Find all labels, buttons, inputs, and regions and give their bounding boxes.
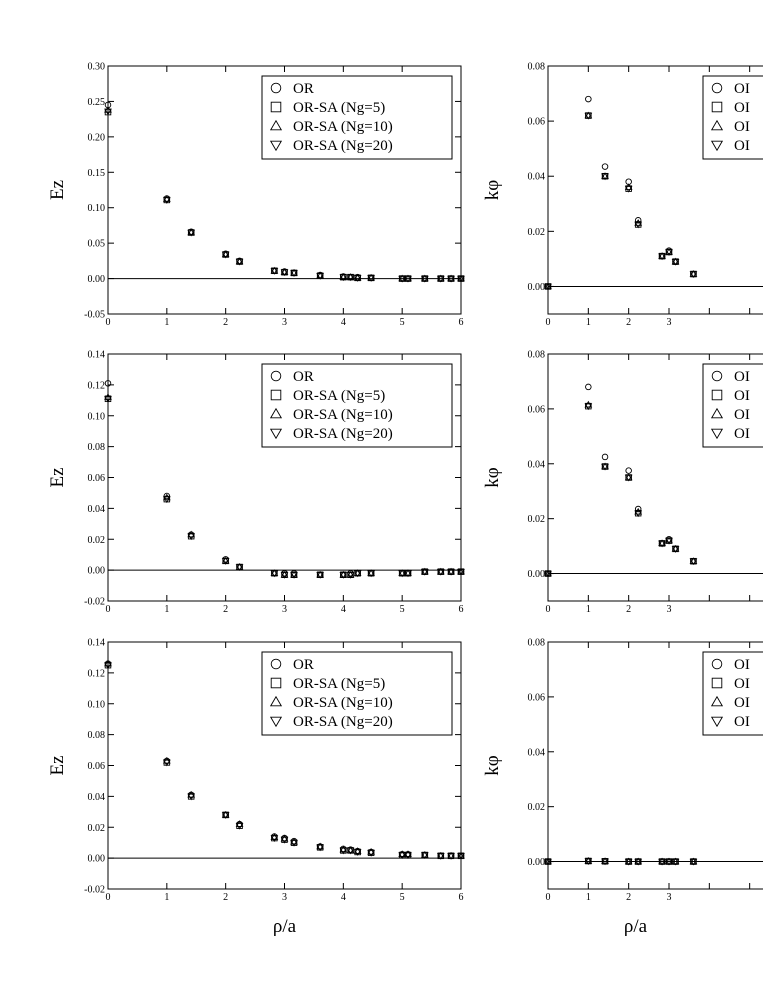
legend — [262, 364, 452, 447]
x-tick-label: 1 — [164, 892, 170, 903]
legend — [703, 76, 763, 159]
y-tick-label: 0.20 — [87, 132, 105, 144]
x-tick-label: 4 — [340, 604, 346, 615]
x-axis-title: ρ/a — [623, 916, 648, 937]
x-tick-label: 1 — [164, 317, 170, 328]
y-axis-title: Ez — [47, 755, 68, 776]
y-axis-title: Ez — [47, 467, 68, 488]
y-axis-title: kφ — [482, 467, 503, 488]
legend — [703, 364, 763, 447]
y-tick-label: 0.04 — [527, 171, 545, 183]
x-tick-label: 4 — [340, 892, 346, 903]
chart-panel-4 — [482, 350, 763, 616]
y-tick-label: 0.04 — [527, 747, 545, 759]
x-tick-label: 6 — [458, 892, 464, 903]
legend-label: OI — [734, 714, 750, 730]
legend — [703, 652, 763, 735]
y-tick-label: 0.02 — [527, 226, 545, 238]
x-tick-label: 5 — [399, 317, 405, 328]
y-tick-label: 0.08 — [87, 730, 105, 742]
legend-label: OR — [293, 81, 314, 97]
data-point — [586, 384, 592, 390]
legend-label: OR-SA (Ng=20) — [293, 714, 393, 730]
x-tick-label: 3 — [666, 892, 672, 903]
y-tick-label: 0.15 — [87, 167, 105, 179]
y-tick-label: 0.00 — [87, 274, 105, 286]
x-tick-label: 3 — [282, 317, 287, 328]
y-tick-label: 0.04 — [87, 503, 105, 515]
y-tick-label: 0.04 — [527, 459, 545, 471]
legend-label: OR-SA (Ng=10) — [293, 407, 393, 423]
legend-label: OI — [734, 657, 750, 673]
y-tick-label: 0.06 — [527, 116, 545, 128]
data-point — [602, 454, 608, 460]
x-axis-title: ρ/a — [272, 916, 297, 937]
y-axis-title: kφ — [482, 179, 503, 201]
y-tick-label: -0.05 — [84, 309, 105, 321]
data-point — [602, 164, 608, 170]
y-tick-label: 0.12 — [87, 668, 105, 680]
y-tick-label: 0.00 — [87, 853, 105, 865]
x-tick-label: 0 — [545, 892, 551, 903]
legend-label: OI — [734, 426, 750, 442]
x-tick-label: 0 — [105, 604, 111, 615]
data-point — [626, 468, 632, 474]
x-tick-label: 2 — [223, 317, 229, 328]
x-tick-label: 2 — [626, 892, 632, 903]
legend-label: OI — [734, 369, 750, 385]
x-tick-label: 2 — [223, 604, 229, 615]
x-tick-label: 2 — [626, 604, 632, 615]
x-tick-label: 0 — [105, 892, 111, 903]
chart-panel-6 — [482, 638, 763, 938]
legend-label: OI — [734, 676, 750, 692]
x-tick-label: 5 — [399, 892, 405, 903]
legend-label: OI — [734, 695, 750, 711]
y-tick-label: 0.02 — [87, 534, 105, 546]
y-tick-label: 0.00 — [527, 569, 545, 581]
series-triangle-down — [545, 113, 697, 289]
data-point — [586, 96, 592, 102]
y-tick-label: 0.06 — [87, 761, 105, 772]
y-tick-label: -0.02 — [84, 596, 105, 608]
y-tick-label: 0.06 — [527, 404, 545, 416]
legend-label: OI — [734, 81, 750, 97]
y-tick-label: 0.02 — [527, 802, 545, 814]
x-tick-label: 0 — [545, 317, 551, 328]
chart-panel-5 — [47, 638, 464, 938]
y-tick-label: 0.02 — [87, 822, 105, 834]
x-tick-label: 6 — [458, 604, 464, 615]
y-tick-label: 0.14 — [87, 349, 105, 361]
legend — [262, 652, 452, 735]
x-tick-label: 1 — [585, 892, 591, 903]
legend-label: OR-SA (Ng=20) — [293, 138, 393, 154]
y-tick-label: 0.02 — [527, 514, 545, 526]
y-tick-label: 0.08 — [527, 61, 545, 73]
x-tick-label: 5 — [399, 604, 405, 615]
chart-panel-3 — [47, 350, 464, 616]
y-tick-label: 0.12 — [87, 380, 105, 392]
x-tick-label: 3 — [282, 604, 287, 615]
x-tick-label: 1 — [585, 317, 591, 328]
legend-label: OR-SA (Ng=10) — [293, 695, 393, 711]
series-circle — [545, 96, 696, 289]
legend-label: OR — [293, 657, 314, 673]
x-tick-label: 0 — [105, 317, 111, 328]
series-circle — [545, 384, 696, 576]
x-tick-label: 3 — [282, 892, 287, 903]
x-tick-label: 1 — [164, 604, 170, 615]
y-tick-label: 0.06 — [527, 692, 545, 704]
legend-label: OR — [293, 369, 314, 385]
y-axis-title: Ez — [47, 179, 68, 201]
legend — [262, 76, 452, 159]
y-tick-label: 0.04 — [87, 791, 105, 803]
y-tick-label: 0.30 — [87, 61, 105, 73]
y-tick-label: 0.08 — [527, 349, 545, 361]
y-tick-label: 0.08 — [87, 442, 105, 454]
legend-label: OR-SA (Ng=5) — [293, 388, 386, 404]
y-tick-label: 0.10 — [87, 203, 105, 215]
x-tick-label: 6 — [458, 317, 464, 328]
y-tick-label: 0.05 — [87, 238, 105, 250]
legend-label: OR-SA (Ng=5) — [293, 676, 386, 692]
x-tick-label: 0 — [545, 604, 551, 615]
x-tick-label: 3 — [666, 317, 672, 328]
chart-panel-2 — [482, 62, 763, 329]
y-tick-label: 0.10 — [87, 411, 105, 423]
legend-label: OI — [734, 119, 750, 135]
legend-label: OI — [734, 138, 750, 154]
legend-label: OR-SA (Ng=20) — [293, 426, 393, 442]
y-axis-title: kφ — [482, 755, 503, 776]
chart-panel-1 — [47, 62, 464, 329]
y-tick-label: 0.25 — [87, 96, 105, 108]
y-tick-label: 0.08 — [527, 637, 545, 649]
y-tick-label: 0.00 — [527, 281, 545, 293]
y-tick-label: -0.02 — [84, 884, 105, 896]
legend-label: OI — [734, 100, 750, 116]
x-tick-label: 2 — [626, 317, 632, 328]
legend-label: OI — [734, 407, 750, 423]
legend-label: OI — [734, 388, 750, 404]
x-tick-label: 3 — [666, 604, 672, 615]
y-tick-label: 0.10 — [87, 699, 105, 711]
x-tick-label: 4 — [340, 317, 346, 328]
y-tick-label: 0.06 — [87, 473, 105, 484]
legend-label: OR-SA (Ng=10) — [293, 119, 393, 135]
x-tick-label: 1 — [585, 604, 591, 615]
y-tick-label: 0.00 — [527, 857, 545, 869]
y-tick-label: 0.00 — [87, 565, 105, 577]
x-tick-label: 2 — [223, 892, 229, 903]
y-tick-label: 0.14 — [87, 637, 105, 649]
legend-label: OR-SA (Ng=5) — [293, 100, 386, 116]
